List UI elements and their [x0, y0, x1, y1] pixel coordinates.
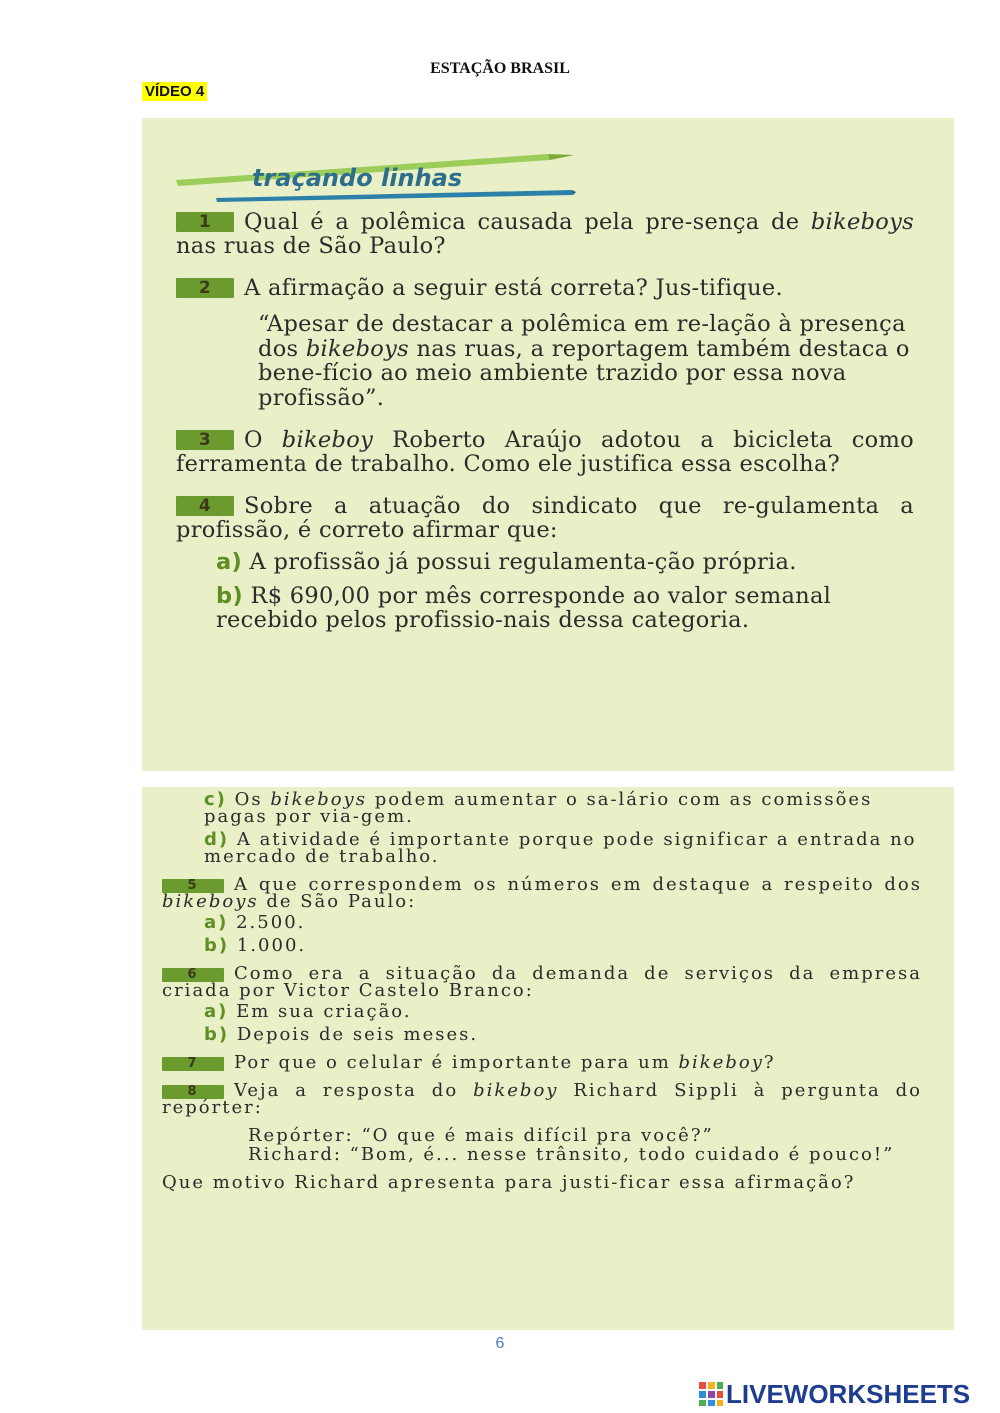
question-7 [162, 1054, 922, 1071]
question-1 [176, 210, 914, 258]
option-text: 1.000. [236, 935, 307, 956]
option-text: Os [234, 789, 271, 810]
option-text: A profissão já possui regulamenta-ção própria. [249, 549, 797, 575]
question-emphasis: bikeboy [473, 1080, 559, 1101]
option-label: a) [204, 1001, 229, 1022]
liveworksheets-logo-icon [698, 1381, 724, 1407]
option-text: 2.500. [236, 912, 306, 933]
option-text: R$ 690,00 por mês corresponde ao valor semanal recebido pelos profissio-nais dessa categoria. [216, 583, 832, 633]
option-4a [216, 550, 914, 574]
question-emphasis: bikeboy [281, 427, 374, 453]
option-6a [204, 1003, 922, 1020]
question-emphasis: bikeboy [678, 1052, 764, 1073]
option-label: d) [204, 829, 230, 850]
section-title: traçando linhas [252, 164, 463, 192]
question-text: nas ruas de São Paulo? [176, 233, 446, 259]
page-number: 6 [495, 1335, 505, 1352]
option-label: c) [204, 789, 227, 810]
question-number: 7 [162, 1057, 224, 1071]
option-label: b) [204, 1024, 230, 1045]
question-2-quote [258, 312, 914, 410]
question-text: O [244, 427, 282, 453]
option-emphasis: bikeboys [270, 789, 367, 810]
question-number: 2 [176, 278, 234, 298]
question-number: 6 [162, 968, 224, 982]
question-8 [162, 1082, 922, 1116]
question-text: Richard Sippli à pergunta do repórter: [162, 1080, 922, 1118]
option-text: podem aumentar o sa-lário com as comissões pagas por via-gem. [204, 789, 873, 827]
document-title: ESTAÇÃO BRASIL [430, 60, 570, 77]
brand-footer [698, 1378, 970, 1410]
question-text: ? [763, 1052, 776, 1073]
question-3 [176, 428, 914, 476]
option-5b [204, 937, 922, 954]
question-number: 5 [162, 879, 224, 893]
question-text: A afirmação a seguir está correta? Jus-tifique. [244, 275, 783, 301]
question-emphasis: bikeboys [810, 209, 914, 235]
question-number: 3 [176, 430, 234, 450]
video-tag: VÍDEO 4 [142, 82, 207, 101]
activity-panel-top [142, 118, 954, 771]
question-text: Como era a situação da demanda de serviços da empresa criada por Victor Castelo Branco: [162, 963, 922, 1001]
question-text: Qual é a polêmica causada pela pre-sença de [244, 209, 811, 235]
option-label: b) [216, 583, 243, 609]
quote-text: nas ruas, a reportagem também destaca o bene-fício ao meio ambiente trazido por essa nova profissão”. [258, 335, 910, 411]
question-5 [162, 876, 922, 910]
option-text: Depois de seis meses. [236, 1024, 479, 1045]
activity-panel-bottom [142, 787, 954, 1330]
option-4b [216, 584, 914, 632]
question-2 [176, 276, 914, 300]
question-text: Roberto Araújo adotou a bicicleta como ferramenta de trabalho. Como ele justifica essa escolha? [176, 427, 914, 477]
question-number: 8 [162, 1085, 224, 1099]
section-heading [176, 142, 914, 202]
question-text: Por que o celular é importante para um [234, 1052, 679, 1073]
question-text: A que correspondem os números em destaque a respeito dos [234, 874, 922, 895]
question-text: de São Paulo: [258, 891, 417, 912]
option-4d [204, 831, 922, 865]
dialogue-reporter: Repórter: “O que é mais difícil pra você?” [248, 1125, 714, 1146]
option-text: Em sua criação. [236, 1001, 412, 1022]
option-6b [204, 1026, 922, 1043]
question-text: Sobre a atuação do sindicato que re-gulamenta a profissão, é correto afirmar que: [176, 493, 914, 543]
question-number: 4 [176, 496, 234, 516]
quote-emphasis: bikeboys [305, 335, 410, 362]
option-text: A atividade é importante porque pode significar a entrada no mercado de trabalho. [204, 829, 917, 867]
question-4 [176, 494, 914, 542]
question-emphasis: bikeboys [162, 891, 259, 912]
option-5a [204, 914, 922, 931]
option-label: b) [204, 935, 230, 956]
option-label: a) [204, 912, 229, 933]
question-number: 1 [176, 212, 234, 232]
quote-text: “Apesar de destacar a polêmica em re-lação à presença dos [258, 311, 906, 362]
brand-name: LIVEWORKSHEETS [726, 1378, 971, 1409]
question-text: Veja a resposta do [234, 1080, 474, 1101]
dialogue-richard: Richard: “Bom, é... nesse trânsito, todo cuidado é pouco!” [248, 1144, 895, 1165]
option-label: a) [216, 549, 243, 575]
option-4c [204, 791, 922, 825]
question-6 [162, 965, 922, 999]
question-8-closing: Que motivo Richard apresenta para justi-ficar essa afirmação? [162, 1172, 856, 1193]
